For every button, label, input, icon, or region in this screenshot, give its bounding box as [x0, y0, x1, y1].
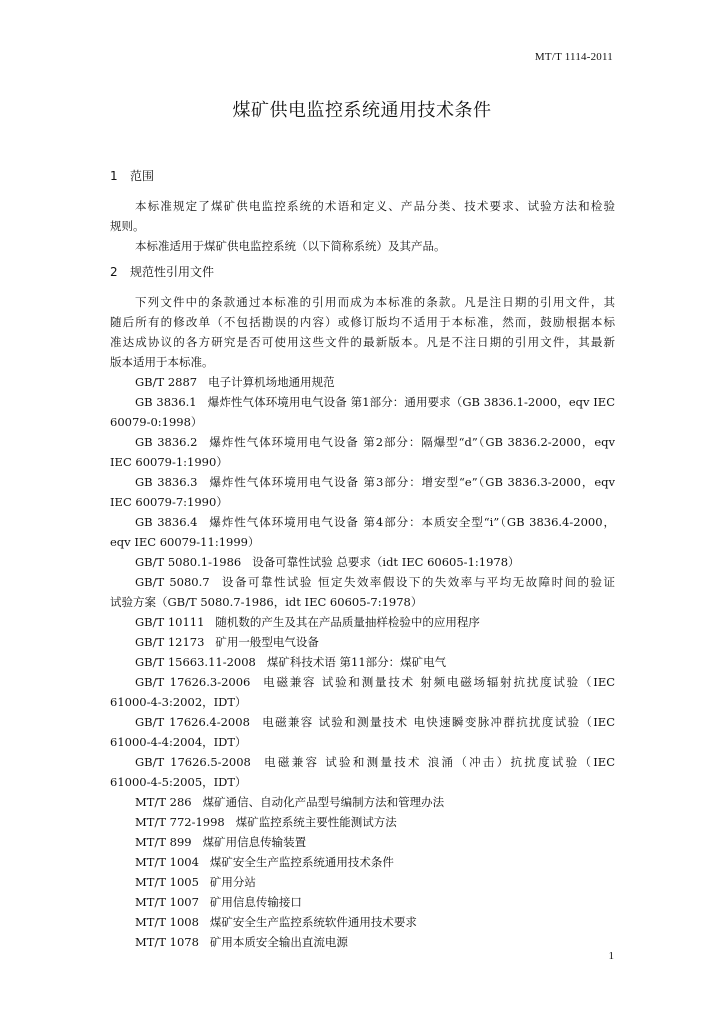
section-scope — [110, 166, 615, 256]
reference-item — [110, 472, 615, 492]
reference-code: GB 3836.1 — [135, 395, 197, 409]
reference-title: 电磁兼容 试验和测量技术 电快速瞬变脉冲群抗扰度试验（IEC — [260, 715, 615, 729]
reference-continuation: 试验方案（GB/T 5080.7-1986，idt IEC 60605-7:1978） — [110, 595, 423, 609]
reference-item — [110, 512, 615, 532]
reference-item — [110, 812, 615, 832]
standard-number: MT/T 1114-2011 — [534, 51, 613, 63]
reference-title: 电磁兼容 试验和测量技术 射频电磁场辐射抗扰度试验（IEC — [261, 675, 616, 689]
paragraph-line: 准达成协议的各方研究是否可使用这些文件的最新版本。凡是不注日期的引用文件，其最新 — [110, 335, 615, 349]
section-heading-references — [110, 262, 615, 282]
reference-code: GB/T 5080.7 — [135, 575, 210, 589]
reference-item — [110, 752, 615, 772]
paragraph-line: 下列文件中的条款通过本标准的引用而成为本标准的条款。凡是注日期的引用文件，其 — [135, 295, 615, 309]
reference-continuation: 61000-4-4:2004，IDT） — [110, 735, 247, 749]
reference-code: MT/T 899 — [135, 835, 192, 849]
reference-title: 煤矿安全生产监控系统通用技术条件 — [209, 855, 394, 869]
reference-item — [110, 872, 615, 892]
reference-title: 煤矿科技术语 第11部分：煤矿电气 — [266, 655, 447, 669]
reference-item — [110, 892, 615, 912]
reference-title: 煤矿安全生产监控系统软件通用技术要求 — [209, 915, 417, 929]
reference-title: 设备可靠性试验 恒定失效率假设下的失效率与平均无故障时间的验证 — [220, 575, 616, 589]
reference-code: GB/T 17626.5-2008 — [135, 755, 251, 769]
reference-title: 爆炸性气体环境用电气设备 第1部分：通用要求（GB 3836.1-2000，eqv IEC — [207, 395, 615, 409]
reference-title: 矿用信息传输接口 — [209, 895, 302, 909]
section-number: 2 — [110, 265, 118, 279]
reference-code: MT/T 1008 — [135, 915, 199, 929]
reference-code: GB/T 17626.3-2006 — [135, 675, 251, 689]
reference-code: GB 3836.4 — [135, 515, 198, 529]
reference-item — [110, 912, 615, 932]
reference-code: GB/T 17626.4-2008 — [135, 715, 250, 729]
reference-title: 设备可靠性试验 总要求（idt IEC 60605-1:1978） — [252, 555, 520, 569]
reference-title: 矿用本质安全输出直流电源 — [209, 935, 348, 949]
paragraph-line: 规则。 — [110, 219, 145, 233]
reference-title: 电磁兼容 试验和测量技术 浪涌（冲击）抗扰度试验（IEC — [261, 755, 616, 769]
paragraph-line: 本标准适用于煤矿供电监控系统（以下简称系统）及其产品。 — [135, 239, 446, 253]
reference-code: MT/T 1005 — [135, 875, 199, 889]
reference-item — [110, 612, 615, 632]
reference-code: MT/T 1004 — [135, 855, 199, 869]
reference-item — [110, 792, 615, 812]
reference-item — [110, 552, 615, 572]
reference-item — [110, 932, 615, 952]
reference-continuation: 61000-4-3:2002，IDT） — [110, 695, 247, 709]
reference-code: GB/T 2887 — [135, 375, 198, 389]
reference-continuation: IEC 60079-1:1990） — [110, 455, 228, 469]
reference-code: MT/T 286 — [135, 795, 192, 809]
reference-item — [110, 572, 615, 592]
reference-title: 煤矿用信息传输装置 — [202, 835, 307, 849]
reference-item — [110, 372, 615, 392]
page-number: 1 — [608, 950, 614, 962]
reference-continuation: IEC 60079-7:1990） — [110, 495, 228, 509]
paragraph-line: 随后所有的修改单（不包括勘误的内容）或修订版均不适用于本标准，然而，鼓励根据本标 — [110, 315, 615, 329]
reference-title: 爆炸性气体环境用电气设备 第2部分：隔爆型“d”（GB 3836.2-2000，eqv — [208, 435, 615, 449]
section-number: 1 — [110, 169, 118, 183]
reference-code: GB 3836.3 — [135, 475, 198, 489]
reference-continuation: 61000-4-5:2005，IDT） — [110, 775, 247, 789]
paragraph-line: 版本适用于本标准。 — [110, 355, 214, 369]
reference-code: GB/T 15663.11-2008 — [135, 655, 256, 669]
section-title: 规范性引用文件 — [130, 265, 215, 279]
reference-code: GB/T 10111 — [135, 615, 205, 629]
reference-list — [110, 372, 615, 952]
reference-title: 矿用分站 — [209, 875, 256, 889]
document-title: 煤矿供电监控系统通用技术条件 — [232, 100, 492, 121]
section-normative-references — [110, 262, 615, 952]
reference-item — [110, 712, 615, 732]
reference-code: MT/T 1007 — [135, 895, 199, 909]
reference-title: 电子计算机场地通用规范 — [208, 375, 335, 389]
reference-title: 爆炸性气体环境用电气设备 第4部分：本质安全型“i”（GB 3836.4-2000， — [208, 515, 615, 529]
reference-code: GB/T 12173 — [135, 635, 205, 649]
reference-code: GB 3836.2 — [135, 435, 198, 449]
reference-item — [110, 652, 615, 672]
reference-item — [110, 852, 615, 872]
reference-title: 煤矿通信、自动化产品型号编制方法和管理办法 — [202, 795, 445, 809]
reference-item — [110, 672, 615, 692]
section-heading-scope — [110, 166, 615, 186]
reference-title: 爆炸性气体环境用电气设备 第3部分：增安型“e”（GB 3836.3-2000，eqv — [208, 475, 615, 489]
reference-title: 矿用一般型电气设备 — [215, 635, 319, 649]
reference-continuation: 60079-0:1998） — [110, 415, 203, 429]
reference-title: 煤矿监控系统主要性能测试方法 — [235, 815, 397, 829]
reference-item — [110, 432, 615, 452]
reference-item — [110, 632, 615, 652]
reference-code: GB/T 5080.1-1986 — [135, 555, 242, 569]
reference-continuation: eqv IEC 60079-11:1999） — [110, 535, 260, 549]
reference-code: MT/T 772-1998 — [135, 815, 225, 829]
section-title: 范围 — [130, 169, 155, 183]
paragraph-line: 本标准规定了煤矿供电监控系统的术语和定义、产品分类、技术要求、试验方法和检验 — [135, 199, 615, 213]
reference-item — [110, 392, 615, 412]
reference-title: 随机数的产生及其在产品质量抽样检验中的应用程序 — [215, 615, 480, 629]
reference-code: MT/T 1078 — [135, 935, 199, 949]
reference-item — [110, 832, 615, 852]
